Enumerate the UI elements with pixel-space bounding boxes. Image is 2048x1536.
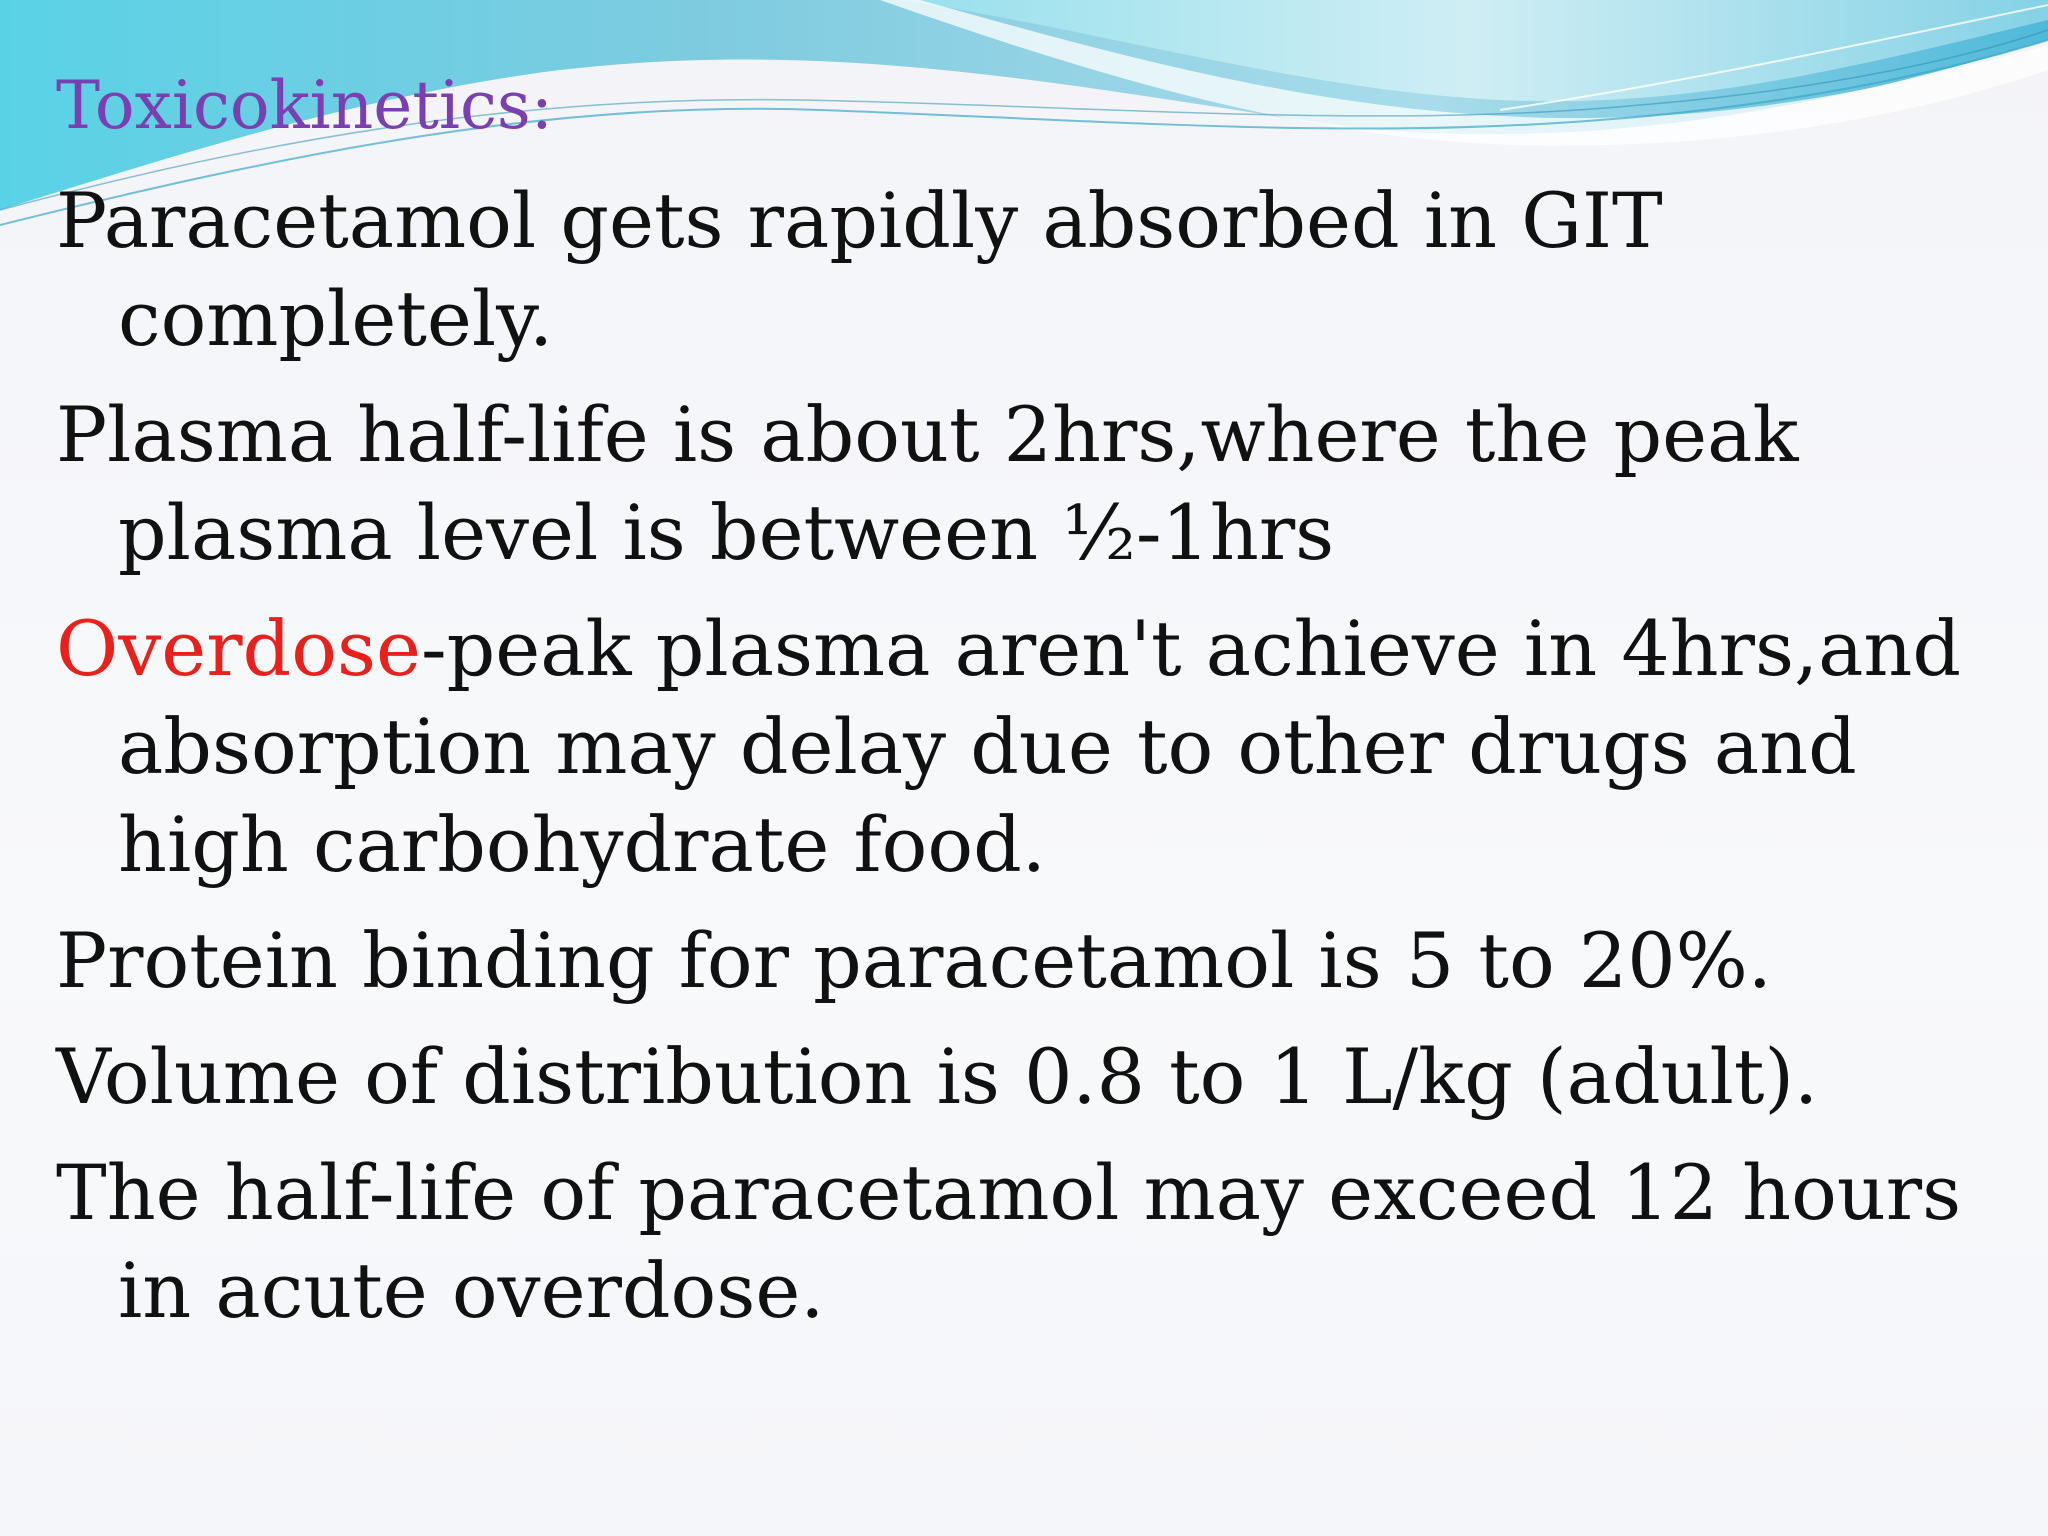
slide-title: Toxicokinetics: xyxy=(56,67,554,144)
paragraph-overdose-half-life: The half-life of paracetamol may exceed 12 hours in acute overdose. xyxy=(56,1148,1962,1335)
paragraph-overdose xyxy=(56,600,1966,894)
paragraph-volume-distribution: Volume of distribution is 0.8 to 1 L/kg (adult). xyxy=(56,1032,1819,1121)
paragraph-plasma-half-life: Plasma half-life is about 2hrs,where the peak plasma level is between ½-1hrs xyxy=(56,390,1799,577)
content-list xyxy=(56,172,1966,1358)
paragraph-absorption: Paracetamol gets rapidly absorbed in GIT completely. xyxy=(56,176,1663,363)
overdose-highlight: Overdose xyxy=(56,604,421,693)
overdose-text: -peak plasma aren't achieve in 4hrs,and absorption may delay due to other drugs and high carbohydrate food. xyxy=(118,604,1962,889)
paragraph-protein-binding: Protein binding for paracetamol is 5 to 20%. xyxy=(56,916,1772,1005)
